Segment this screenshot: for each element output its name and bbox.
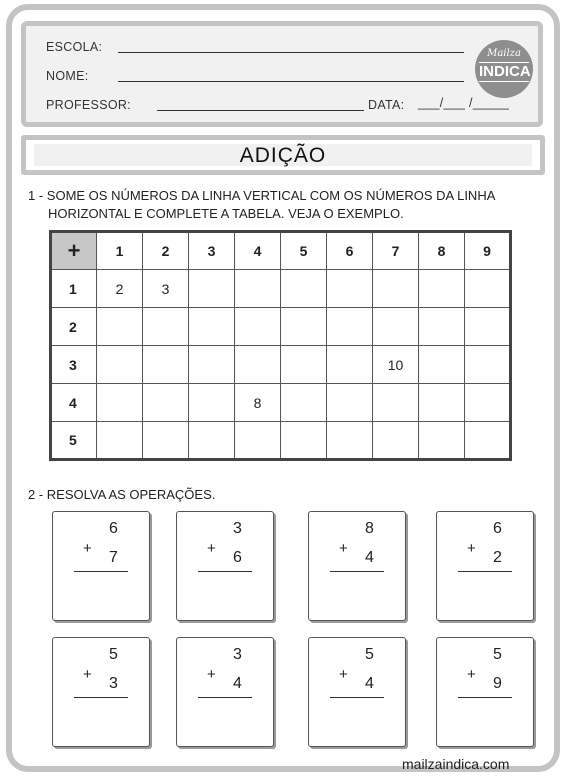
operation-top-number: 6 [493, 520, 502, 537]
column-header: 8 [419, 232, 465, 270]
date-label: DATA: [368, 98, 405, 112]
logo-text-top: Mailza [487, 48, 521, 59]
row-header: 5 [51, 422, 97, 460]
operation-top-number: 5 [109, 646, 118, 663]
operation-line [330, 571, 384, 572]
table-header-row [51, 232, 511, 270]
operation-line [74, 697, 128, 698]
operation-bottom-number: 7 [109, 549, 118, 566]
table-cell[interactable] [143, 346, 189, 384]
table-cell[interactable]: 3 [143, 270, 189, 308]
operation-bottom-number: 4 [365, 675, 374, 692]
operation-line [458, 571, 512, 572]
operation-bottom-number: 6 [233, 549, 242, 566]
table-cell[interactable] [189, 346, 235, 384]
operation-line [458, 697, 512, 698]
operation-box[interactable] [52, 637, 150, 747]
teacher-field[interactable] [157, 110, 364, 111]
row-header: 2 [51, 308, 97, 346]
instruction-2: 2 - RESOLVA AS OPERAÇÕES. [28, 487, 216, 502]
table-cell[interactable] [97, 346, 143, 384]
column-header: 1 [97, 232, 143, 270]
table-cell[interactable] [281, 422, 327, 460]
operation-box[interactable] [436, 637, 534, 747]
table-cell[interactable] [419, 270, 465, 308]
table-cell[interactable] [97, 384, 143, 422]
title-box [21, 135, 545, 175]
table-cell[interactable] [373, 422, 419, 460]
operation-box[interactable] [52, 511, 150, 621]
table-row [51, 308, 511, 346]
operation-plus-sign: + [467, 540, 476, 557]
table-cell[interactable] [143, 308, 189, 346]
table-cell[interactable] [419, 346, 465, 384]
operation-top-number: 8 [365, 520, 374, 537]
table-cell[interactable] [189, 422, 235, 460]
instruction-1-line-2: HORIZONTAL E COMPLETE A TABELA. VEJA O EXEMPLO. [48, 206, 404, 221]
operation-line [198, 697, 252, 698]
table-cell[interactable] [189, 384, 235, 422]
table-cell[interactable] [235, 422, 281, 460]
operation-box[interactable] [176, 511, 274, 621]
table-cell[interactable] [327, 422, 373, 460]
operation-plus-sign: + [83, 666, 92, 683]
table-cell[interactable] [97, 422, 143, 460]
row-header: 4 [51, 384, 97, 422]
table-cell[interactable] [189, 308, 235, 346]
logo-text-bottom: INDICA [479, 63, 531, 80]
table-corner-plus: + [51, 232, 97, 270]
operation-top-number: 6 [109, 520, 118, 537]
name-label: NOME: [46, 69, 89, 83]
operation-plus-sign: + [207, 666, 216, 683]
operation-bottom-number: 3 [109, 675, 118, 692]
column-header: 9 [465, 232, 511, 270]
table-cell[interactable] [465, 384, 511, 422]
teacher-label: PROFESSOR: [46, 98, 131, 112]
table-cell[interactable]: 2 [97, 270, 143, 308]
table-cell[interactable] [419, 384, 465, 422]
school-field[interactable] [118, 52, 464, 53]
operation-box[interactable] [308, 637, 406, 747]
table-row [51, 346, 511, 384]
operation-top-number: 3 [233, 520, 242, 537]
table-cell[interactable] [281, 346, 327, 384]
operation-box[interactable] [436, 511, 534, 621]
table-cell[interactable] [419, 422, 465, 460]
operation-line [330, 697, 384, 698]
row-header: 1 [51, 270, 97, 308]
table-cell[interactable] [235, 346, 281, 384]
operation-bottom-number: 4 [365, 549, 374, 566]
operation-top-number: 5 [493, 646, 502, 663]
name-field[interactable] [118, 81, 464, 82]
operation-plus-sign: + [467, 666, 476, 683]
table-cell[interactable] [327, 270, 373, 308]
table-cell[interactable] [143, 384, 189, 422]
brand-logo [475, 40, 533, 98]
column-header: 3 [189, 232, 235, 270]
operation-plus-sign: + [339, 666, 348, 683]
table-cell[interactable] [327, 346, 373, 384]
table-cell[interactable]: 8 [235, 384, 281, 422]
operation-box[interactable] [308, 511, 406, 621]
column-header: 7 [373, 232, 419, 270]
column-header: 4 [235, 232, 281, 270]
operation-top-number: 5 [365, 646, 374, 663]
table-cell[interactable] [419, 308, 465, 346]
table-cell[interactable] [281, 384, 327, 422]
column-header: 5 [281, 232, 327, 270]
operation-line [198, 571, 252, 572]
operation-line [74, 571, 128, 572]
column-header: 2 [143, 232, 189, 270]
table-cell[interactable] [465, 308, 511, 346]
table-cell[interactable] [97, 308, 143, 346]
table-row [51, 384, 511, 422]
table-cell[interactable] [235, 308, 281, 346]
table-cell[interactable] [143, 422, 189, 460]
operation-plus-sign: + [207, 540, 216, 557]
operation-top-number: 3 [233, 646, 242, 663]
operation-plus-sign: + [339, 540, 348, 557]
operation-plus-sign: + [83, 540, 92, 557]
row-header: 3 [51, 346, 97, 384]
table-cell[interactable] [373, 270, 419, 308]
table-cell[interactable]: 10 [373, 346, 419, 384]
table-cell[interactable] [327, 384, 373, 422]
table-row [51, 270, 511, 308]
operation-bottom-number: 4 [233, 675, 242, 692]
page-title: ADIÇÃO [34, 144, 532, 166]
table-cell[interactable] [281, 308, 327, 346]
instruction-1-line-1: 1 - SOME OS NÚMEROS DA LINHA VERTICAL COM OS NÚMEROS DA LINHA [28, 188, 496, 203]
footer-website[interactable]: mailzaindica.com [402, 756, 510, 772]
table-cell[interactable] [235, 270, 281, 308]
table-cell[interactable] [189, 270, 235, 308]
table-cell[interactable] [327, 308, 373, 346]
table-cell[interactable] [465, 270, 511, 308]
operation-box[interactable] [176, 637, 274, 747]
table-cell[interactable] [465, 422, 511, 460]
addition-table [49, 230, 512, 461]
table-cell[interactable] [373, 384, 419, 422]
table-cell[interactable] [373, 308, 419, 346]
table-cell[interactable] [465, 346, 511, 384]
table-row [51, 422, 511, 460]
school-label: ESCOLA: [46, 40, 103, 54]
date-field[interactable]: ___/___ /_____ [418, 96, 510, 110]
column-header: 6 [327, 232, 373, 270]
operation-bottom-number: 9 [493, 675, 502, 692]
operation-bottom-number: 2 [493, 549, 502, 566]
table-cell[interactable] [281, 270, 327, 308]
